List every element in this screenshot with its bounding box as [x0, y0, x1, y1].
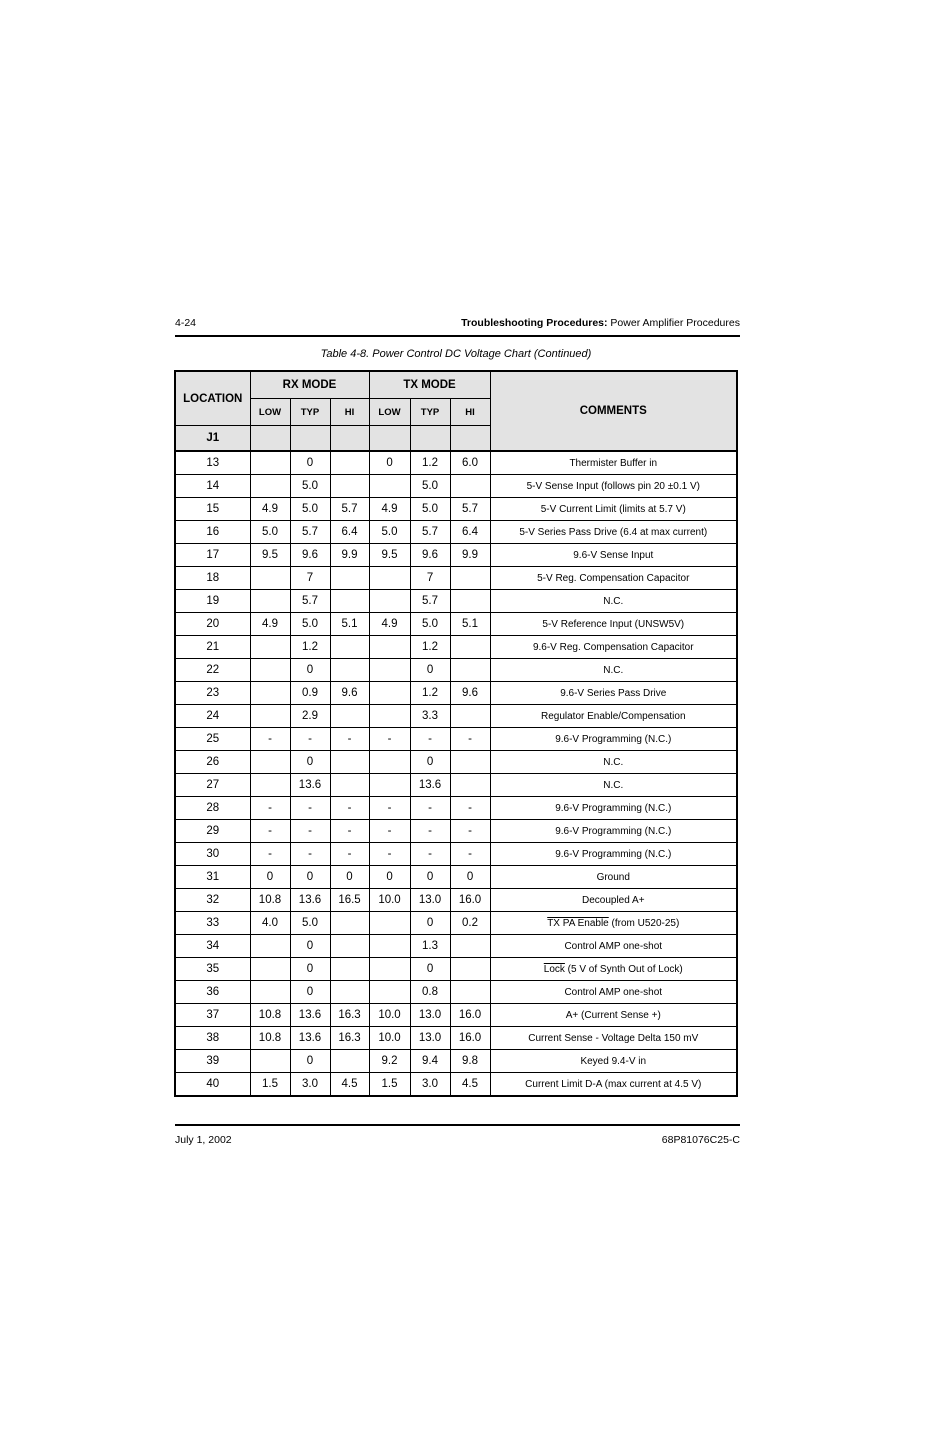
tx-low-cell: 10.0: [369, 1027, 410, 1050]
footer-date: July 1, 2002: [175, 1134, 232, 1146]
location-cell: 33: [175, 912, 250, 935]
comment-cell: 9.6-V Programming (N.C.): [490, 797, 737, 820]
rx-hi-cell: [330, 958, 369, 981]
tx-typ-cell: 5.7: [410, 590, 450, 613]
table-row: [175, 820, 737, 843]
table-row: [175, 475, 737, 498]
tx-hi-header: HI: [450, 399, 490, 426]
table-row: [175, 866, 737, 889]
tx-hi-cell: 16.0: [450, 889, 490, 912]
tx-low-cell: 9.5: [369, 544, 410, 567]
comment-cell: Decoupled A+: [490, 889, 737, 912]
tx-low-cell: [369, 981, 410, 1004]
location-cell: 17: [175, 544, 250, 567]
rx-hi-cell: 0: [330, 866, 369, 889]
rx-hi-cell: [330, 1050, 369, 1073]
tx-low-cell: 0: [369, 451, 410, 475]
tx-hi-cell: 6.0: [450, 451, 490, 475]
location-cell: 26: [175, 751, 250, 774]
rx-low-cell: [250, 475, 290, 498]
tx-hi-cell: [450, 958, 490, 981]
rx-hi-cell: 9.9: [330, 544, 369, 567]
tx-hi-cell: [450, 659, 490, 682]
comment-cell: Current Limit D-A (max current at 4.5 V): [490, 1073, 737, 1097]
rx-hi-cell: [330, 912, 369, 935]
rx-hi-cell: 5.1: [330, 613, 369, 636]
tx-typ-cell: -: [410, 843, 450, 866]
tx-typ-cell: 9.4: [410, 1050, 450, 1073]
comment-cell: N.C.: [490, 751, 737, 774]
tx-low-cell: [369, 590, 410, 613]
rx-hi-cell: 6.4: [330, 521, 369, 544]
location-cell: 31: [175, 866, 250, 889]
tx-typ-cell: -: [410, 728, 450, 751]
location-cell: 14: [175, 475, 250, 498]
tx-hi-cell: 9.8: [450, 1050, 490, 1073]
tx-hi-cell: 0.2: [450, 912, 490, 935]
location-cell: 24: [175, 705, 250, 728]
rx-typ-header: TYP: [290, 399, 330, 426]
rx-low-cell: 4.9: [250, 498, 290, 521]
rx-typ-cell: 0: [290, 981, 330, 1004]
tx-mode-header: TX MODE: [369, 371, 490, 399]
table-row: [175, 613, 737, 636]
tx-hi-cell: 9.6: [450, 682, 490, 705]
rx-hi-cell: 16.3: [330, 1004, 369, 1027]
table-row: [175, 659, 737, 682]
tx-typ-cell: 0.8: [410, 981, 450, 1004]
tx-low-cell: 10.0: [369, 1004, 410, 1027]
comment-cell: Thermister Buffer in: [490, 451, 737, 475]
rx-hi-cell: [330, 567, 369, 590]
tx-hi-cell: -: [450, 728, 490, 751]
rx-hi-cell: -: [330, 843, 369, 866]
page-footer: [175, 1124, 740, 1146]
comment-cell: 9.6-V Series Pass Drive: [490, 682, 737, 705]
tx-low-cell: [369, 705, 410, 728]
table-row: [175, 1050, 737, 1073]
comment-cell: 9.6-V Programming (N.C.): [490, 843, 737, 866]
location-cell: 15: [175, 498, 250, 521]
rx-typ-cell: 0: [290, 659, 330, 682]
tx-typ-cell: 0: [410, 866, 450, 889]
comment-cell: 5-V Sense Input (follows pin 20 ±0.1 V): [490, 475, 737, 498]
table-row: [175, 935, 737, 958]
tx-typ-cell: 1.2: [410, 682, 450, 705]
tx-hi-cell: [450, 636, 490, 659]
tx-low-cell: -: [369, 728, 410, 751]
location-cell: 35: [175, 958, 250, 981]
table-row: [175, 590, 737, 613]
rx-low-cell: 5.0: [250, 521, 290, 544]
rx-low-cell: [250, 981, 290, 1004]
rx-hi-cell: [330, 751, 369, 774]
table-row: [175, 843, 737, 866]
rx-typ-cell: 0: [290, 935, 330, 958]
tx-typ-cell: 5.0: [410, 475, 450, 498]
table-row: [175, 981, 737, 1004]
tx-hi-cell: [450, 475, 490, 498]
tx-hi-cell: 16.0: [450, 1027, 490, 1050]
rx-low-cell: [250, 451, 290, 475]
tx-hi-cell: [450, 590, 490, 613]
rx-hi-cell: [330, 475, 369, 498]
rx-typ-cell: 0: [290, 1050, 330, 1073]
rx-hi-cell: 9.6: [330, 682, 369, 705]
section-title-rest: Power Amplifier Procedures: [607, 317, 740, 329]
j1-blank-cell: [369, 426, 410, 452]
tx-typ-cell: 5.0: [410, 613, 450, 636]
rx-typ-cell: 0.9: [290, 682, 330, 705]
tx-typ-cell: 3.3: [410, 705, 450, 728]
rx-typ-cell: 9.6: [290, 544, 330, 567]
location-cell: 27: [175, 774, 250, 797]
comments-header: COMMENTS: [490, 371, 737, 451]
location-cell: 13: [175, 451, 250, 475]
rx-low-cell: [250, 958, 290, 981]
tx-low-cell: [369, 682, 410, 705]
rx-low-cell: [250, 659, 290, 682]
rx-hi-cell: 16.5: [330, 889, 369, 912]
rx-low-cell: 0: [250, 866, 290, 889]
comment-cell: 9.6-V Reg. Compensation Capacitor: [490, 636, 737, 659]
tx-hi-cell: 4.5: [450, 1073, 490, 1097]
comment-cell: Regulator Enable/Compensation: [490, 705, 737, 728]
rx-typ-cell: 13.6: [290, 774, 330, 797]
rx-hi-cell: [330, 451, 369, 475]
tx-typ-cell: 1.2: [410, 451, 450, 475]
rx-hi-cell: [330, 705, 369, 728]
tx-typ-cell: 5.0: [410, 498, 450, 521]
location-cell: 40: [175, 1073, 250, 1097]
location-header: LOCATION: [175, 371, 250, 426]
location-cell: 39: [175, 1050, 250, 1073]
rx-hi-cell: 5.7: [330, 498, 369, 521]
rx-low-cell: 10.8: [250, 1004, 290, 1027]
table-row: [175, 751, 737, 774]
rx-low-cell: [250, 751, 290, 774]
rx-typ-cell: 13.6: [290, 1027, 330, 1050]
tx-typ-cell: 0: [410, 912, 450, 935]
rx-hi-cell: [330, 636, 369, 659]
location-cell: 23: [175, 682, 250, 705]
rx-typ-cell: 5.7: [290, 521, 330, 544]
rx-hi-cell: [330, 659, 369, 682]
location-cell: 18: [175, 567, 250, 590]
tx-typ-cell: -: [410, 820, 450, 843]
table-row: [175, 636, 737, 659]
rx-typ-cell: 13.6: [290, 1004, 330, 1027]
table-row: [175, 797, 737, 820]
table-row: [175, 682, 737, 705]
tx-hi-cell: -: [450, 797, 490, 820]
comment-cell: Keyed 9.4-V in: [490, 1050, 737, 1073]
j1-blank-cell: [290, 426, 330, 452]
comment-cell: 9.6-V Programming (N.C.): [490, 820, 737, 843]
location-cell: 21: [175, 636, 250, 659]
table-row: [175, 1073, 737, 1097]
location-cell: 28: [175, 797, 250, 820]
location-cell: 37: [175, 1004, 250, 1027]
rx-typ-cell: -: [290, 820, 330, 843]
rx-low-cell: -: [250, 820, 290, 843]
tx-typ-cell: 9.6: [410, 544, 450, 567]
comment-cell: Control AMP one-shot: [490, 981, 737, 1004]
tx-low-cell: [369, 567, 410, 590]
comment-cell: 9.6-V Programming (N.C.): [490, 728, 737, 751]
active-low-signal-name: Lock: [543, 963, 565, 975]
location-cell: 29: [175, 820, 250, 843]
rx-mode-header: RX MODE: [250, 371, 369, 399]
tx-typ-cell: 13.0: [410, 889, 450, 912]
tx-hi-cell: -: [450, 820, 490, 843]
rx-low-cell: 9.5: [250, 544, 290, 567]
tx-low-cell: 9.2: [369, 1050, 410, 1073]
table-caption: Table 4-8. Power Control DC Voltage Chart (Continued): [320, 348, 592, 360]
tx-low-cell: 5.0: [369, 521, 410, 544]
voltage-chart-table: [174, 370, 738, 1097]
rx-hi-cell: 16.3: [330, 1027, 369, 1050]
tx-low-cell: [369, 935, 410, 958]
rx-typ-cell: 0: [290, 866, 330, 889]
table-row: [175, 451, 737, 475]
rx-hi-cell: [330, 774, 369, 797]
section-title-bold: Troubleshooting Procedures:: [461, 317, 608, 329]
j1-blank-cell: [450, 426, 490, 452]
page-header: [175, 315, 740, 337]
rx-low-cell: [250, 567, 290, 590]
rx-low-cell: 10.8: [250, 1027, 290, 1050]
comment-cell: A+ (Current Sense +): [490, 1004, 737, 1027]
comment-cell: Current Sense - Voltage Delta 150 mV: [490, 1027, 737, 1050]
location-cell: 30: [175, 843, 250, 866]
tx-typ-cell: 0: [410, 751, 450, 774]
location-cell: 19: [175, 590, 250, 613]
table-row: [175, 567, 737, 590]
location-cell: 36: [175, 981, 250, 1004]
rx-typ-cell: 7: [290, 567, 330, 590]
table-row: [175, 521, 737, 544]
location-cell: 38: [175, 1027, 250, 1050]
comment-cell: N.C.: [490, 774, 737, 797]
tx-typ-cell: 13.6: [410, 774, 450, 797]
tx-low-cell: [369, 475, 410, 498]
tx-low-cell: [369, 774, 410, 797]
location-cell: 22: [175, 659, 250, 682]
table-row: [175, 889, 737, 912]
tx-low-cell: 1.5: [369, 1073, 410, 1097]
tx-hi-cell: 6.4: [450, 521, 490, 544]
rx-typ-cell: 5.7: [290, 590, 330, 613]
tx-low-cell: [369, 912, 410, 935]
rx-low-cell: -: [250, 728, 290, 751]
tx-low-header: LOW: [369, 399, 410, 426]
page-number: 4-24: [175, 317, 197, 329]
tx-low-cell: [369, 636, 410, 659]
location-cell: 25: [175, 728, 250, 751]
tx-typ-cell: 13.0: [410, 1004, 450, 1027]
location-cell: 32: [175, 889, 250, 912]
rx-low-cell: [250, 1050, 290, 1073]
active-low-signal-name: TX PA Enable: [547, 917, 609, 929]
tx-low-cell: [369, 751, 410, 774]
tx-hi-cell: [450, 774, 490, 797]
rx-typ-cell: 1.2: [290, 636, 330, 659]
j1-blank-cell: [410, 426, 450, 452]
rx-typ-cell: 5.0: [290, 912, 330, 935]
rx-hi-cell: 4.5: [330, 1073, 369, 1097]
rx-low-cell: -: [250, 797, 290, 820]
tx-hi-cell: 5.1: [450, 613, 490, 636]
tx-typ-cell: 0: [410, 958, 450, 981]
location-cell: 34: [175, 935, 250, 958]
table-row: [175, 774, 737, 797]
rx-typ-cell: -: [290, 797, 330, 820]
comment-cell: Lock (5 V of Synth Out of Lock): [490, 958, 737, 981]
tx-typ-cell: 0: [410, 659, 450, 682]
tx-low-cell: 0: [369, 866, 410, 889]
tx-hi-cell: 9.9: [450, 544, 490, 567]
rx-typ-cell: -: [290, 728, 330, 751]
tx-typ-cell: 5.7: [410, 521, 450, 544]
tx-hi-cell: [450, 751, 490, 774]
location-cell: 20: [175, 613, 250, 636]
table-row: [175, 544, 737, 567]
rx-hi-header: HI: [330, 399, 369, 426]
rx-typ-cell: 5.0: [290, 613, 330, 636]
rx-typ-cell: 0: [290, 451, 330, 475]
table-row: [175, 728, 737, 751]
rx-typ-cell: -: [290, 843, 330, 866]
table-body: [175, 451, 737, 1096]
rx-typ-cell: 0: [290, 751, 330, 774]
rx-low-cell: 1.5: [250, 1073, 290, 1097]
comment-cell: TX PA Enable (from U520-25): [490, 912, 737, 935]
rx-typ-cell: 3.0: [290, 1073, 330, 1097]
j1-group-label: J1: [175, 426, 250, 452]
tx-typ-cell: 1.2: [410, 636, 450, 659]
rx-low-cell: [250, 590, 290, 613]
rx-low-cell: [250, 705, 290, 728]
tx-typ-cell: 7: [410, 567, 450, 590]
comment-cell: N.C.: [490, 659, 737, 682]
table-row: [175, 498, 737, 521]
rx-low-cell: -: [250, 843, 290, 866]
comment-cell: 5-V Current Limit (limits at 5.7 V): [490, 498, 737, 521]
tx-low-cell: 4.9: [369, 613, 410, 636]
rx-low-cell: [250, 935, 290, 958]
tx-hi-cell: 5.7: [450, 498, 490, 521]
rx-low-cell: 10.8: [250, 889, 290, 912]
tx-typ-cell: 1.3: [410, 935, 450, 958]
tx-low-cell: [369, 958, 410, 981]
tx-low-cell: [369, 659, 410, 682]
rx-low-cell: 4.9: [250, 613, 290, 636]
tx-low-cell: 10.0: [369, 889, 410, 912]
comment-cell: 5-V Reg. Compensation Capacitor: [490, 567, 737, 590]
comment-cell: N.C.: [490, 590, 737, 613]
rx-typ-cell: 2.9: [290, 705, 330, 728]
rx-typ-cell: 5.0: [290, 475, 330, 498]
comment-cell: 5-V Series Pass Drive (6.4 at max current): [490, 521, 737, 544]
rx-low-cell: [250, 636, 290, 659]
rx-hi-cell: [330, 590, 369, 613]
rx-typ-cell: 13.6: [290, 889, 330, 912]
rx-hi-cell: [330, 981, 369, 1004]
rx-typ-cell: 5.0: [290, 498, 330, 521]
tx-typ-header: TYP: [410, 399, 450, 426]
tx-hi-cell: 0: [450, 866, 490, 889]
comment-cell: 5-V Reference Input (UNSW5V): [490, 613, 737, 636]
tx-hi-cell: -: [450, 843, 490, 866]
table-row: [175, 958, 737, 981]
section-title: [461, 317, 740, 329]
tx-hi-cell: 16.0: [450, 1004, 490, 1027]
tx-low-cell: -: [369, 820, 410, 843]
rx-low-cell: [250, 774, 290, 797]
rx-hi-cell: -: [330, 820, 369, 843]
comment-cell: Control AMP one-shot: [490, 935, 737, 958]
tx-low-cell: -: [369, 843, 410, 866]
comment-cell: 9.6-V Sense Input: [490, 544, 737, 567]
tx-typ-cell: 13.0: [410, 1027, 450, 1050]
tx-hi-cell: [450, 567, 490, 590]
tx-low-cell: 4.9: [369, 498, 410, 521]
table-row: [175, 705, 737, 728]
tx-hi-cell: [450, 705, 490, 728]
tx-hi-cell: [450, 935, 490, 958]
tx-low-cell: -: [369, 797, 410, 820]
rx-hi-cell: [330, 935, 369, 958]
j1-blank-cell: [330, 426, 369, 452]
tx-hi-cell: [450, 981, 490, 1004]
table-row: [175, 1004, 737, 1027]
location-cell: 16: [175, 521, 250, 544]
table-row: [175, 912, 737, 935]
rx-hi-cell: -: [330, 728, 369, 751]
rx-low-header: LOW: [250, 399, 290, 426]
comment-cell: Ground: [490, 866, 737, 889]
table-row: [175, 1027, 737, 1050]
tx-typ-cell: 3.0: [410, 1073, 450, 1097]
tx-typ-cell: -: [410, 797, 450, 820]
rx-low-cell: [250, 682, 290, 705]
rx-typ-cell: 0: [290, 958, 330, 981]
footer-doc-number: 68P81076C25-C: [661, 1134, 740, 1146]
rx-low-cell: 4.0: [250, 912, 290, 935]
rx-hi-cell: -: [330, 797, 369, 820]
j1-blank-cell: [250, 426, 290, 452]
